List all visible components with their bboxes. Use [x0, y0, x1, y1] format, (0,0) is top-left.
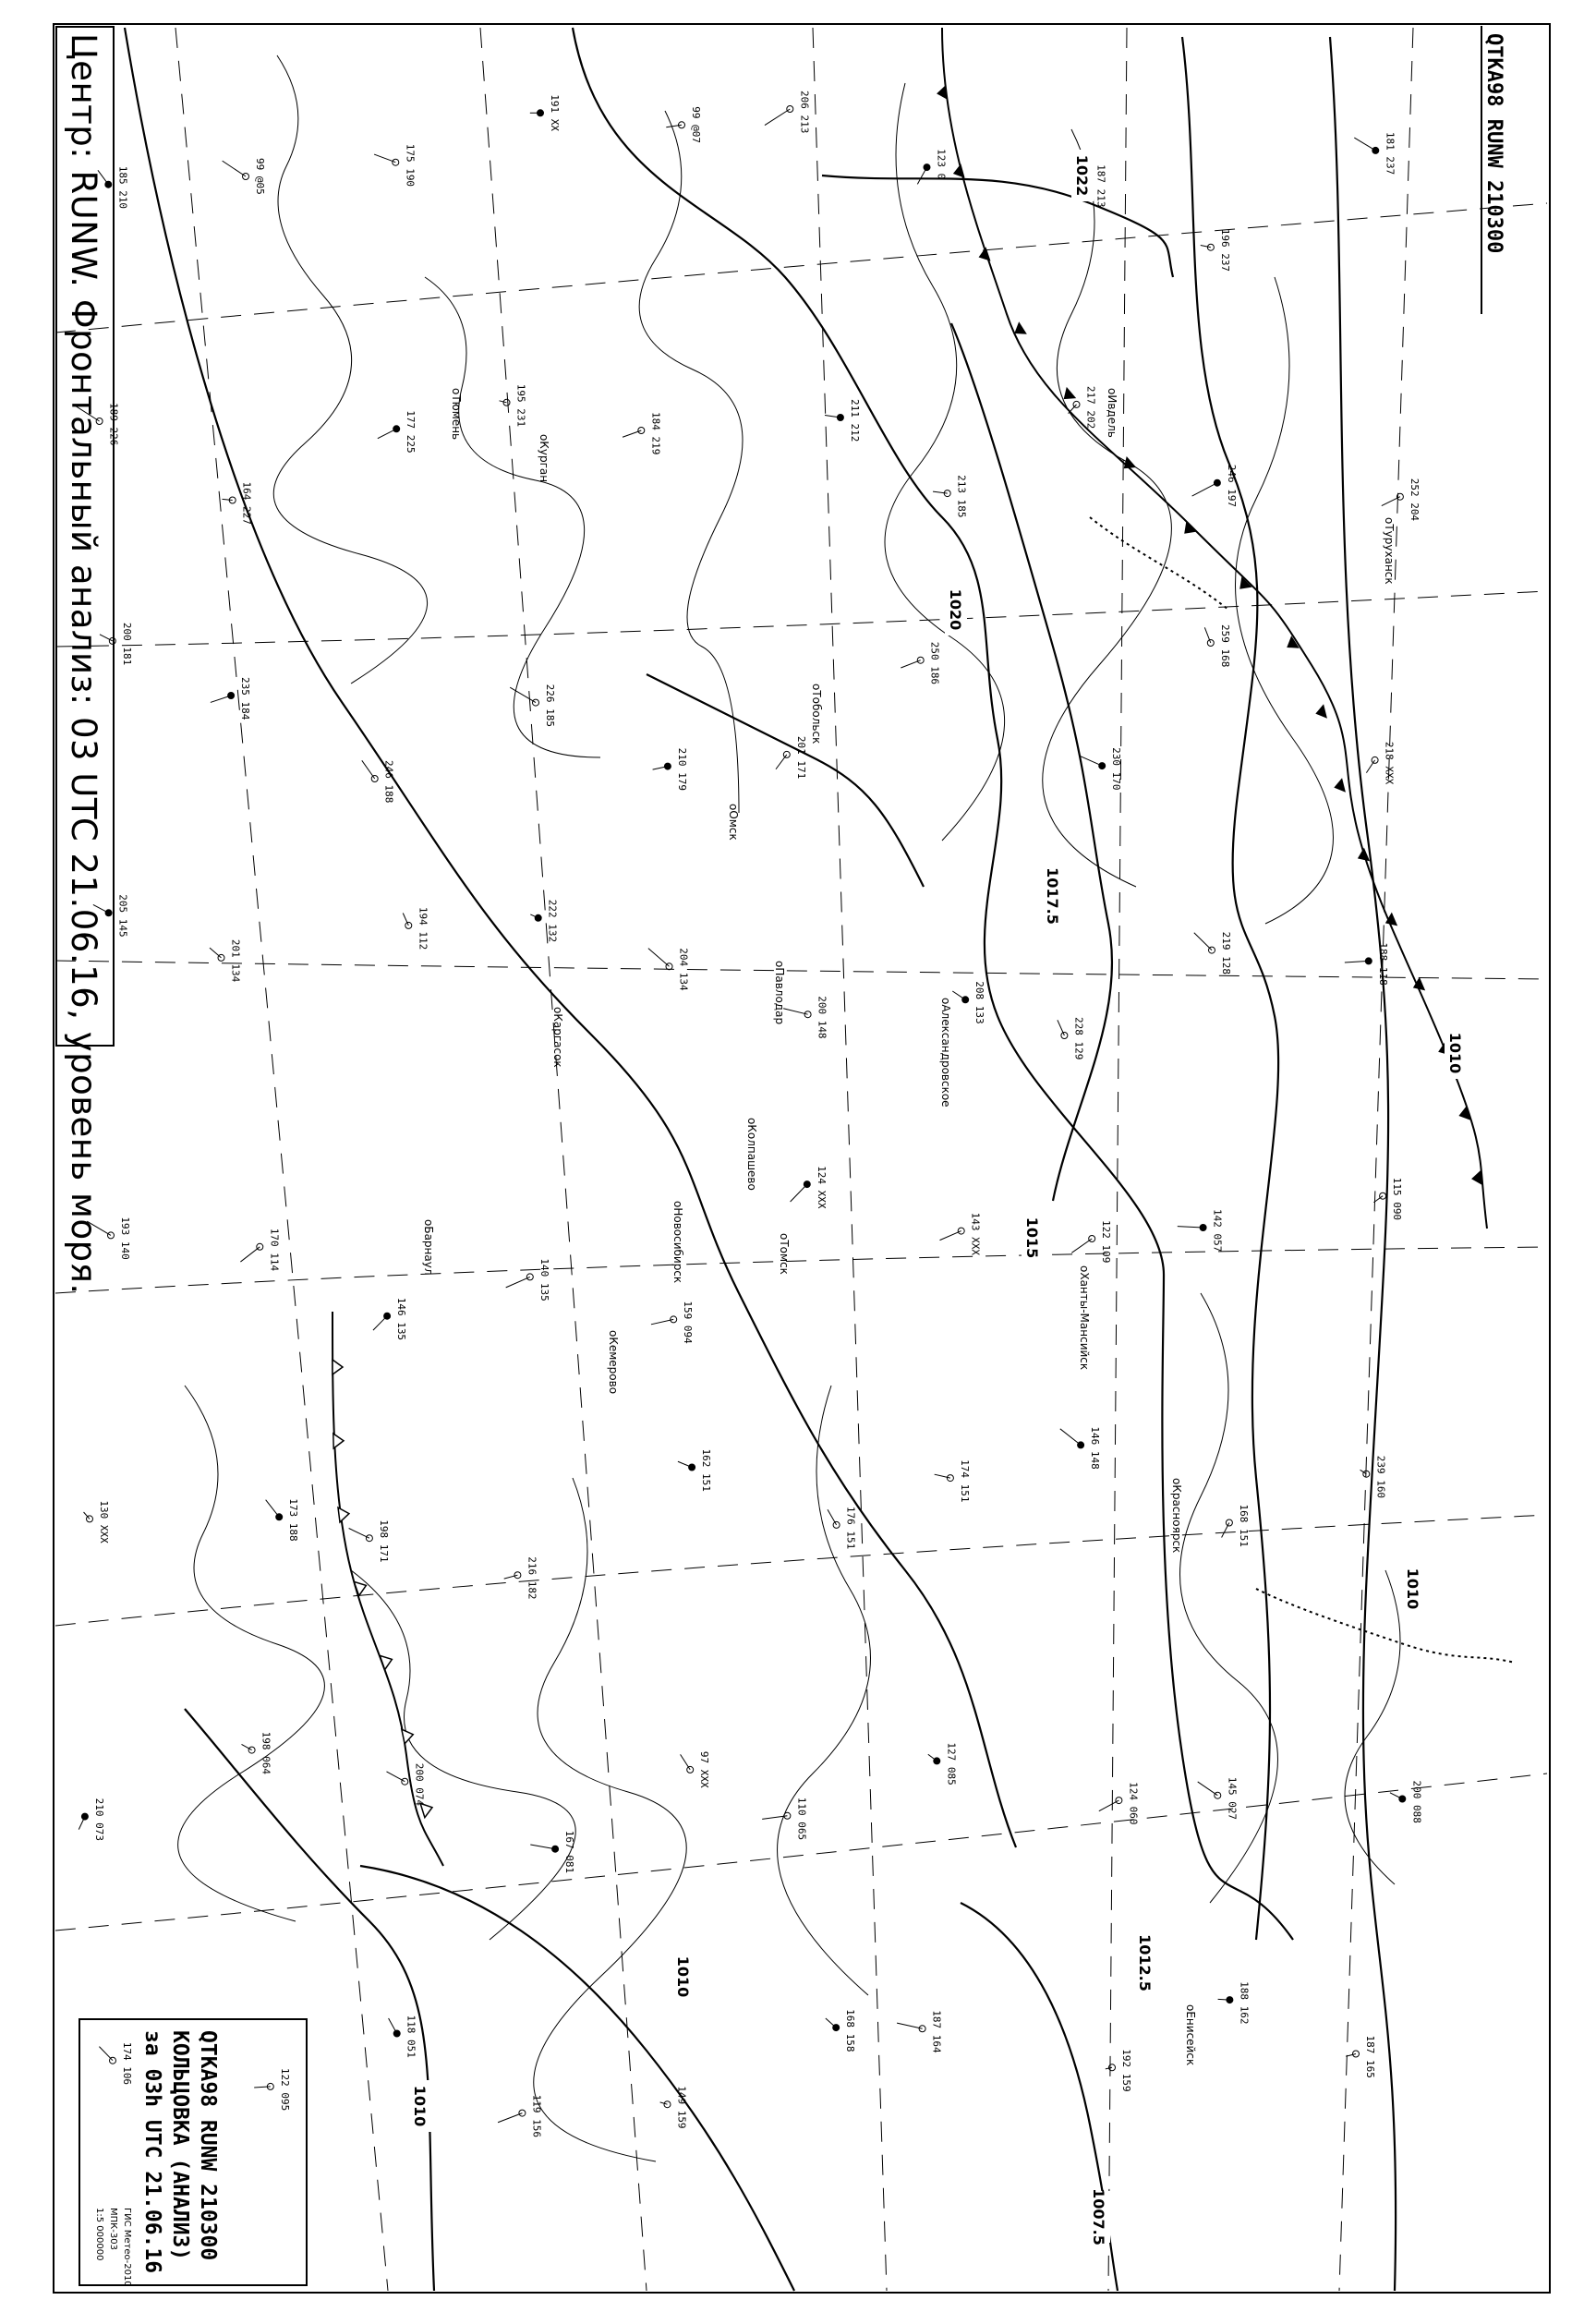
wind-barb-icon	[223, 161, 246, 176]
isobar-1010-south	[360, 1866, 794, 2291]
station-label: 222 132	[546, 899, 559, 943]
wind-barb-icon	[504, 1575, 518, 1579]
city-label: оТуруханск	[1383, 517, 1396, 585]
station-label: 246 188	[382, 760, 395, 804]
wind-barb-icon	[1198, 1782, 1218, 1796]
station-plot	[681, 1751, 711, 1788]
station-plot	[498, 2095, 542, 2137]
station-label: 200 148	[816, 996, 828, 1039]
station-label: 168 158	[844, 2009, 857, 2052]
wind-barb-icon	[651, 1319, 673, 1324]
station-label: 130 XXX	[98, 1500, 110, 1543]
isobar-1010-east	[1182, 37, 1278, 1940]
station-plot	[828, 1507, 857, 1549]
city-label: оКолпашево	[745, 1118, 758, 1191]
station-label: 146 148	[1089, 1426, 1102, 1470]
station-label: 188 118	[1376, 942, 1389, 986]
station-plots	[75, 91, 1422, 2137]
front-triangle-icon	[338, 1507, 349, 1522]
front-triangle-icon	[1315, 704, 1327, 719]
station-plot	[1080, 747, 1122, 790]
wind-barb-icon	[791, 1184, 807, 1202]
wind-barb-icon	[1178, 1227, 1203, 1228]
station-label: 259 168	[1218, 624, 1231, 668]
front-triangle-icon	[1184, 521, 1196, 533]
station-plot	[504, 1556, 538, 1599]
map-border	[54, 24, 1550, 2293]
wind-barb-icon	[933, 491, 948, 493]
station-plot	[939, 1213, 981, 1256]
station-plot	[373, 1298, 407, 1340]
legend-line-3: за 03h UTC 21.06.16	[140, 2030, 164, 2274]
station-label: 210 179	[675, 747, 688, 791]
station-plot	[783, 996, 828, 1038]
front-triangle-icon	[1124, 456, 1137, 468]
wind-barb-icon	[1366, 760, 1374, 773]
station-label: 200 088	[1410, 1780, 1423, 1823]
station-plot	[210, 939, 242, 983]
station-label: 164 227	[240, 481, 253, 525]
map-title: Центр: RUNW. Фронтальный анализ: 03 UTC 21.06.16, уровень моря.	[64, 33, 103, 1295]
station-label: 175 190	[404, 143, 417, 188]
front-triangle-icon	[333, 1434, 344, 1448]
wind-barb-icon	[1204, 627, 1210, 643]
station-label: 208 133	[973, 981, 986, 1024]
station-plot	[1201, 229, 1231, 272]
wind-barb-icon	[266, 1500, 280, 1518]
station-label: 201 171	[794, 735, 807, 780]
station-plot	[362, 760, 395, 803]
station-plot	[826, 2009, 856, 2052]
isobars	[125, 28, 1396, 2291]
station-label: 230 170	[1110, 747, 1123, 791]
legend-line-5: МПК-303	[108, 2208, 118, 2250]
wind-barb-icon	[828, 1509, 837, 1525]
station-plot	[403, 907, 429, 950]
station-label: 110 065	[795, 1797, 808, 1841]
front-triangle-icon	[1064, 387, 1077, 399]
station-plot	[762, 1798, 807, 1840]
front-triangle-icon	[332, 1360, 343, 1374]
legend-line-4: ГИС Метео-2010	[122, 2208, 132, 2287]
station-plot	[242, 1732, 272, 1775]
station-label: 192 159	[1120, 2049, 1132, 2092]
city-label: оПавлодар	[773, 961, 786, 1025]
station-label: 200 181	[120, 622, 133, 666]
wind-barb-icon	[210, 948, 222, 958]
station-plot	[678, 1449, 712, 1492]
station-label: 228 129	[1072, 1017, 1085, 1060]
station-plot	[79, 1798, 105, 1841]
city-label: оКаргасок	[551, 1007, 564, 1068]
wind-barb-icon	[681, 1754, 691, 1770]
header-code: QTKA98 RUNW 210300	[1482, 33, 1505, 254]
front-triangle-icon	[1358, 848, 1370, 862]
wind-barb-icon	[623, 430, 641, 437]
station-label: 205 145	[116, 894, 129, 938]
station-plot	[223, 482, 253, 525]
station-label: 123 0	[935, 149, 948, 180]
station-label: 173 188	[287, 1498, 300, 1542]
station-label: 189 226	[107, 403, 120, 446]
wind-barb-icon	[1222, 1523, 1229, 1538]
wind-barb-icon	[386, 1772, 405, 1782]
station-plot	[660, 2086, 688, 2128]
station-label: 213 185	[955, 475, 968, 518]
station-label: 187 165	[1364, 2035, 1376, 2078]
station-label: 206 213	[798, 91, 811, 134]
wind-barb-icon	[1346, 2054, 1356, 2057]
station-label: 187 164	[930, 2010, 943, 2053]
wind-barb-icon	[373, 1316, 387, 1330]
station-plot	[928, 1742, 958, 1785]
station-label: 217 202	[1084, 385, 1097, 430]
station-plot	[1069, 386, 1097, 429]
station-plot	[952, 981, 985, 1023]
isobar-label: 1010	[411, 2085, 429, 2127]
station-plot	[1071, 1220, 1112, 1263]
station-label: 191 XX	[549, 94, 561, 132]
wind-barb-icon	[952, 991, 965, 999]
isobar-label: 1010	[674, 1955, 692, 1998]
station-plot	[378, 410, 417, 453]
station-label: 118 051	[405, 2015, 417, 2058]
station-label: 239 160	[1374, 1455, 1387, 1499]
station-plot	[933, 475, 968, 517]
station-plot	[897, 2010, 943, 2053]
isobar-label: 1007.5	[1090, 2188, 1107, 2246]
city-label: оКурган	[538, 434, 550, 483]
isobar-east-edge	[1330, 37, 1396, 2291]
station-plot	[1194, 932, 1232, 974]
station-label: 216 182	[526, 1556, 538, 1600]
wind-barb-icon	[826, 2018, 836, 2028]
wind-barb-icon	[648, 949, 670, 967]
station-label: 119 156	[530, 2094, 543, 2137]
city-label: оКемерово	[607, 1330, 620, 1395]
station-plot	[1218, 1981, 1251, 2024]
wind-barb-icon	[1058, 1020, 1065, 1035]
station-label: 124 060	[1127, 1782, 1140, 1825]
wind-barb-icon	[378, 429, 396, 438]
station-label: 97 XXX	[698, 1750, 711, 1788]
station-plot	[223, 158, 266, 195]
wind-barb-icon	[1192, 483, 1217, 496]
station-label: 167 081	[563, 1830, 576, 1874]
station-label: 115 090	[1391, 1177, 1404, 1221]
city-label: оТомск	[778, 1233, 791, 1275]
wind-barb-icon	[349, 1529, 369, 1539]
station-label: 168 151	[1237, 1504, 1250, 1547]
station-label: 181 237	[1384, 131, 1396, 176]
station-label: 198 064	[260, 1731, 272, 1774]
station-label: 235 184	[239, 677, 252, 720]
station-plot	[1222, 1505, 1250, 1547]
isobar-label: 1015	[1023, 1217, 1041, 1259]
station-plot	[1345, 942, 1389, 985]
station-plot	[901, 642, 940, 684]
front-triangle-icon	[402, 1729, 413, 1744]
station-label: 187 213	[1094, 164, 1107, 208]
isobar-label: 1010	[1446, 1032, 1464, 1074]
station-label: 149 159	[675, 2086, 688, 2129]
legend-line-2: КОЛЬЦОВКА (АНАЛИЗ)	[168, 2030, 192, 2261]
front-triangle-icon	[354, 1581, 366, 1595]
wind-barb-icon	[362, 760, 375, 779]
station-plot	[84, 1500, 110, 1543]
station-plot	[530, 1831, 575, 1873]
wind-barb-icon	[500, 401, 507, 403]
wind-barb-icon	[1194, 933, 1212, 950]
wind-barb-icon	[1354, 138, 1375, 151]
station-label: 143 XXX	[969, 1212, 982, 1255]
station-label: 99 @07	[690, 106, 702, 144]
wind-barb-icon	[901, 660, 920, 668]
station-label: 250 186	[928, 641, 941, 685]
station-plot	[1060, 1426, 1101, 1469]
front-triangle-icon	[937, 85, 948, 100]
station-plot	[1366, 742, 1395, 785]
station-label: 211 212	[848, 399, 861, 442]
city-label: оТюмень	[450, 388, 463, 441]
station-plot	[506, 1258, 550, 1301]
front-triangle-icon	[1471, 1170, 1482, 1185]
station-label: 195 231	[514, 383, 527, 428]
station-plot	[1382, 478, 1421, 522]
front-triangle-icon	[953, 163, 965, 177]
station-label: 174 151	[958, 1459, 971, 1503]
station-label: 193 140	[119, 1217, 131, 1260]
station-plot	[530, 94, 561, 131]
station-label: 204 134	[677, 948, 690, 991]
station-label: 122 095	[278, 2067, 291, 2112]
isobar-label: 1012.5	[1136, 1934, 1154, 1991]
wind-barb-icon	[783, 1009, 807, 1014]
station-plot	[1106, 2049, 1132, 2091]
graticule	[55, 28, 1547, 2291]
station-plot	[240, 1229, 280, 1272]
station-label: 200 074	[413, 1762, 426, 1807]
wind-barb-icon	[765, 109, 790, 126]
wind-barb-icon	[506, 1277, 530, 1287]
station-plot	[623, 412, 661, 454]
station-label: 219 128	[1220, 931, 1232, 974]
station-label: 188 162	[1238, 1981, 1251, 2025]
station-label: 185 210	[116, 165, 129, 210]
station-label: 198 171	[377, 1519, 390, 1563]
station-plot	[211, 677, 251, 720]
legend-line-1: QTKA98 RUNW 210300	[196, 2030, 220, 2261]
wind-barb-icon	[211, 696, 231, 702]
city-label: оБарнаул	[422, 1219, 435, 1276]
station-label: 184 219	[649, 412, 662, 455]
wind-barb-icon	[1071, 1239, 1092, 1253]
city-label: оНовосибирск	[671, 1201, 684, 1284]
station-plot	[1058, 1017, 1085, 1059]
station-plot	[1390, 1781, 1422, 1823]
city-label: оХанты-Мансийск	[1078, 1265, 1091, 1371]
station-plot	[1178, 1209, 1224, 1252]
station-plot	[1198, 1777, 1239, 1820]
wind-barb-icon	[374, 154, 395, 163]
wind-barb-icon	[1201, 246, 1211, 248]
station-plot	[1346, 2036, 1376, 2078]
city-label: оЕнисейск	[1184, 2004, 1197, 2066]
isobar-label: 1020	[947, 588, 964, 631]
station-label: 162 151	[700, 1448, 713, 1492]
station-plot	[765, 91, 810, 133]
station-plot	[1373, 1178, 1403, 1220]
legend-line-6: 1:5 000000	[94, 2208, 104, 2261]
station-plot	[266, 1498, 300, 1541]
front-triangle-icon	[380, 1655, 392, 1669]
station-label: 145 027	[1226, 1776, 1239, 1821]
wind-barb-icon	[1060, 1429, 1081, 1446]
wind-barb-icon	[939, 1231, 961, 1241]
station-label: 170 114	[268, 1228, 281, 1272]
front-triangle-icon	[979, 247, 991, 260]
station-label: 99 @05	[254, 158, 266, 195]
station-label: 201 134	[229, 938, 242, 983]
station-label: 159 094	[682, 1301, 695, 1344]
station-plot	[1204, 624, 1230, 667]
geography-lines	[178, 55, 1400, 2161]
station-plot	[386, 1763, 425, 1807]
wind-barb-icon	[389, 2018, 397, 2034]
station-plot	[1099, 1782, 1140, 1824]
wind-barb-icon	[897, 2023, 923, 2028]
station-plot	[500, 384, 527, 427]
station-plot	[1192, 465, 1238, 507]
city-label: оИвдель	[1106, 388, 1118, 438]
station-label: 177 225	[405, 410, 417, 454]
station-plot	[935, 1459, 971, 1502]
city-label: оОмск	[727, 804, 740, 841]
station-label: 146 135	[395, 1297, 408, 1341]
isobar-label: 1022	[1073, 154, 1091, 197]
station-label: 127 085	[945, 1742, 958, 1786]
cold-front	[937, 28, 1487, 1229]
station-label: 194 112	[417, 906, 429, 950]
station-label: 142 057	[1211, 1209, 1224, 1253]
station-plot	[648, 948, 690, 991]
isobar-1022	[822, 176, 1173, 277]
station-plot	[776, 736, 807, 779]
station-plot	[791, 1166, 828, 1209]
station-plot	[349, 1519, 390, 1562]
station-label: 174 106	[121, 2041, 133, 2086]
wind-barb-icon	[498, 2113, 522, 2123]
station-label: 218 XXX	[1383, 741, 1396, 785]
wind-barb-icon	[1080, 756, 1102, 766]
station-label: 176 151	[844, 1506, 857, 1550]
station-label: 210 073	[92, 1798, 105, 1841]
city-label: оКрасноярск	[1170, 1478, 1183, 1554]
wind-barb-icon	[223, 499, 233, 500]
occluded-front	[1090, 517, 1515, 1663]
station-label: 122 109	[1100, 1220, 1113, 1264]
city-label: оТобольск	[810, 684, 823, 744]
station-plot	[389, 2016, 417, 2058]
station-label: 196 237	[1218, 228, 1231, 272]
station-label: 140 135	[538, 1258, 550, 1301]
western-front	[332, 1312, 443, 1866]
station-label: 252 204	[1408, 478, 1421, 522]
station-plot	[653, 748, 688, 791]
isobar-labels	[409, 150, 1467, 2246]
station-plot	[1354, 132, 1396, 175]
front-triangle-icon	[1334, 778, 1346, 793]
station-plot	[374, 144, 416, 187]
station-label: 124 XXX	[815, 1166, 828, 1209]
wind-barb-icon	[530, 1845, 555, 1849]
isobar-label: 1017.5	[1044, 867, 1061, 925]
wind-barb-icon	[1099, 1800, 1119, 1811]
wind-barb-icon	[917, 167, 926, 184]
front-triangle-icon	[1014, 321, 1027, 333]
wind-barb-icon	[1069, 405, 1077, 414]
station-plot	[510, 684, 556, 727]
station-plot	[651, 1301, 694, 1344]
city-label: оАлександровское	[939, 998, 952, 1108]
station-label: 246 197	[1225, 464, 1238, 508]
wind-barb-icon	[1218, 1999, 1230, 2000]
isobar-label: 1010	[1404, 1568, 1421, 1610]
wind-barb-icon	[240, 1247, 260, 1262]
station-label: 226 185	[544, 684, 556, 727]
station-plot	[825, 399, 861, 442]
wind-barb-icon	[776, 755, 787, 769]
isobar-1015	[125, 28, 1016, 1847]
isobar-1017.5	[951, 323, 1112, 1201]
